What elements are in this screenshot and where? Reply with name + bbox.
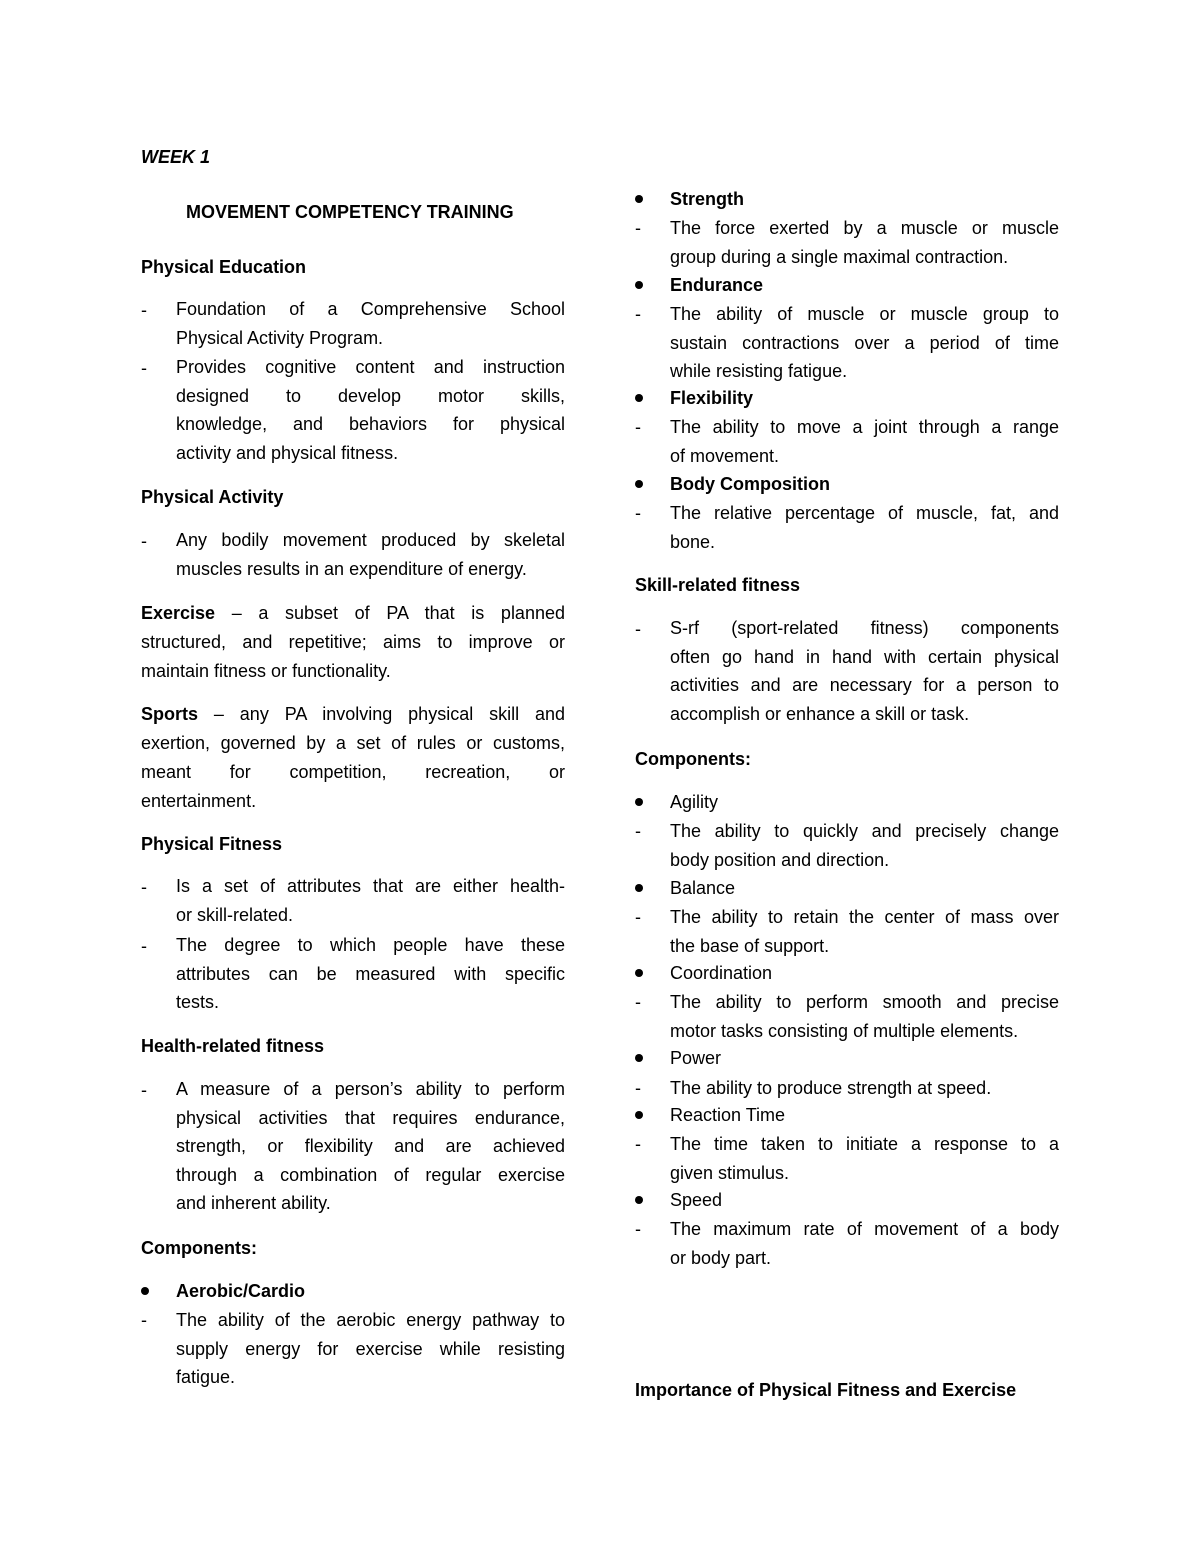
dash-marker: -: [635, 1219, 641, 1239]
dash-marker: -: [141, 300, 147, 320]
list-item-pf-1: Is a set of attributes that are either health- or skill-related.: [176, 876, 565, 925]
component-reaction-label: Reaction Time: [670, 1105, 786, 1125]
dash-marker: -: [141, 1310, 147, 1330]
component-balance-label: Balance: [670, 878, 736, 898]
heading-components-skill: Components:: [635, 749, 751, 769]
heading-physical-education: Physical Education: [141, 257, 307, 277]
dash-marker: -: [635, 619, 641, 639]
component-agility-label: Agility: [670, 792, 719, 812]
week-label: WEEK 1: [141, 147, 211, 167]
bullet-icon: [635, 1054, 643, 1062]
component-endurance-label: Endurance: [670, 275, 764, 295]
dash-marker: -: [635, 503, 641, 523]
bullet-icon: [635, 394, 643, 402]
bullet-icon: [635, 195, 643, 203]
component-strength-desc: The force exerted by a muscle or muscle group during a single maximal contraction.: [670, 218, 1059, 267]
component-power-desc: The ability to produce strength at speed.: [670, 1078, 992, 1098]
dash-marker: -: [141, 1080, 147, 1100]
document-title: MOVEMENT COMPETENCY TRAINING: [186, 202, 514, 222]
component-flexibility-label: Flexibility: [670, 388, 754, 408]
bullet-icon: [141, 1287, 149, 1295]
dash-marker: -: [635, 218, 641, 238]
list-item-pf-2: The degree to which people have these attributes can be measured with specific tests.: [176, 935, 565, 1012]
dash-marker: -: [635, 907, 641, 927]
dash-marker: -: [635, 1134, 641, 1154]
component-speed-desc: The maximum rate of movement of a body or body part.: [670, 1219, 1059, 1268]
list-item-srf-1: S-rf (sport-related fitness) components often go hand in hand with certain physical activities and are necessary for a person to accomplish or enhance a skill or task.: [670, 618, 1059, 724]
bullet-icon: [635, 1196, 643, 1204]
component-bodycomp-desc: The relative percentage of muscle, fat, and bone.: [670, 503, 1059, 552]
list-item-pe-1: Foundation of a Comprehensive School Physical Activity Program.: [176, 299, 565, 348]
component-reaction-desc: The time taken to initiate a response to a given stimulus.: [670, 1134, 1059, 1183]
heading-physical-activity: Physical Activity: [141, 487, 284, 507]
component-agility-desc: The ability to quickly and precisely change body position and direction.: [670, 821, 1059, 870]
heading-skill-related-fitness: Skill-related fitness: [635, 575, 801, 595]
component-strength-label: Strength: [670, 189, 744, 209]
component-power-label: Power: [670, 1048, 722, 1068]
dash-marker: -: [141, 877, 147, 897]
heading-health-related-fitness: Health-related fitness: [141, 1036, 325, 1056]
bullet-icon: [635, 480, 643, 488]
component-balance-desc: The ability to retain the center of mass over the base of support.: [670, 907, 1059, 956]
list-item-pa-1: Any bodily movement produced by skeletal muscles results in an expenditure of energy.: [176, 530, 565, 579]
dash-marker: -: [635, 417, 641, 437]
paragraph-exercise: Exercise – a subset of PA that is planned structured, and repetitive; aims to improve or maintain fitness or functionality.: [141, 603, 565, 681]
component-aerobic-desc: The ability of the aerobic energy pathway to supply energy for exercise while resisting fatigue.: [176, 1310, 565, 1387]
component-aerobic-label: Aerobic/Cardio: [176, 1281, 306, 1301]
bullet-icon: [635, 884, 643, 892]
bullet-icon: [635, 798, 643, 806]
dash-marker: -: [635, 821, 641, 841]
component-endurance-desc: The ability of muscle or muscle group to sustain contractions over a period of time while resisting fatigue.: [670, 304, 1059, 381]
dash-marker: -: [635, 304, 641, 324]
dash-marker: -: [635, 1078, 641, 1098]
dash-marker: -: [635, 992, 641, 1012]
list-item-pe-2: Provides cognitive content and instruction designed to develop motor skills, knowledge, and behaviors for physical activity and physical fitness.: [176, 357, 565, 463]
heading-physical-fitness: Physical Fitness: [141, 834, 283, 854]
list-item-hrf-1: A measure of a person’s ability to perform physical activities that requires endurance, strength, or flexibility and are achieved through a combination of regular exercise and inherent ability.: [176, 1079, 565, 1213]
component-coordination-label: Coordination: [670, 963, 773, 983]
heading-importance: Importance of Physical Fitness and Exercise: [635, 1380, 1017, 1400]
component-bodycomp-label: Body Composition: [670, 474, 830, 494]
bullet-icon: [635, 281, 643, 289]
term-sports: Sports: [141, 704, 199, 724]
term-exercise: Exercise: [141, 603, 216, 623]
bullet-icon: [635, 969, 643, 977]
component-flexibility-desc: The ability to move a joint through a range of movement.: [670, 417, 1059, 466]
heading-components-health: Components:: [141, 1238, 257, 1258]
paragraph-sports: Sports – any PA involving physical skill and exertion, governed by a set of rules or customs, meant for competition, recreation, or entertainment.: [141, 704, 565, 811]
component-coordination-desc: The ability to perform smooth and precise motor tasks consisting of multiple elements.: [670, 992, 1059, 1041]
component-speed-label: Speed: [670, 1190, 723, 1210]
dash-marker: -: [141, 531, 147, 551]
dash-marker: -: [141, 936, 147, 956]
bullet-icon: [635, 1111, 643, 1119]
dash-marker: -: [141, 358, 147, 378]
